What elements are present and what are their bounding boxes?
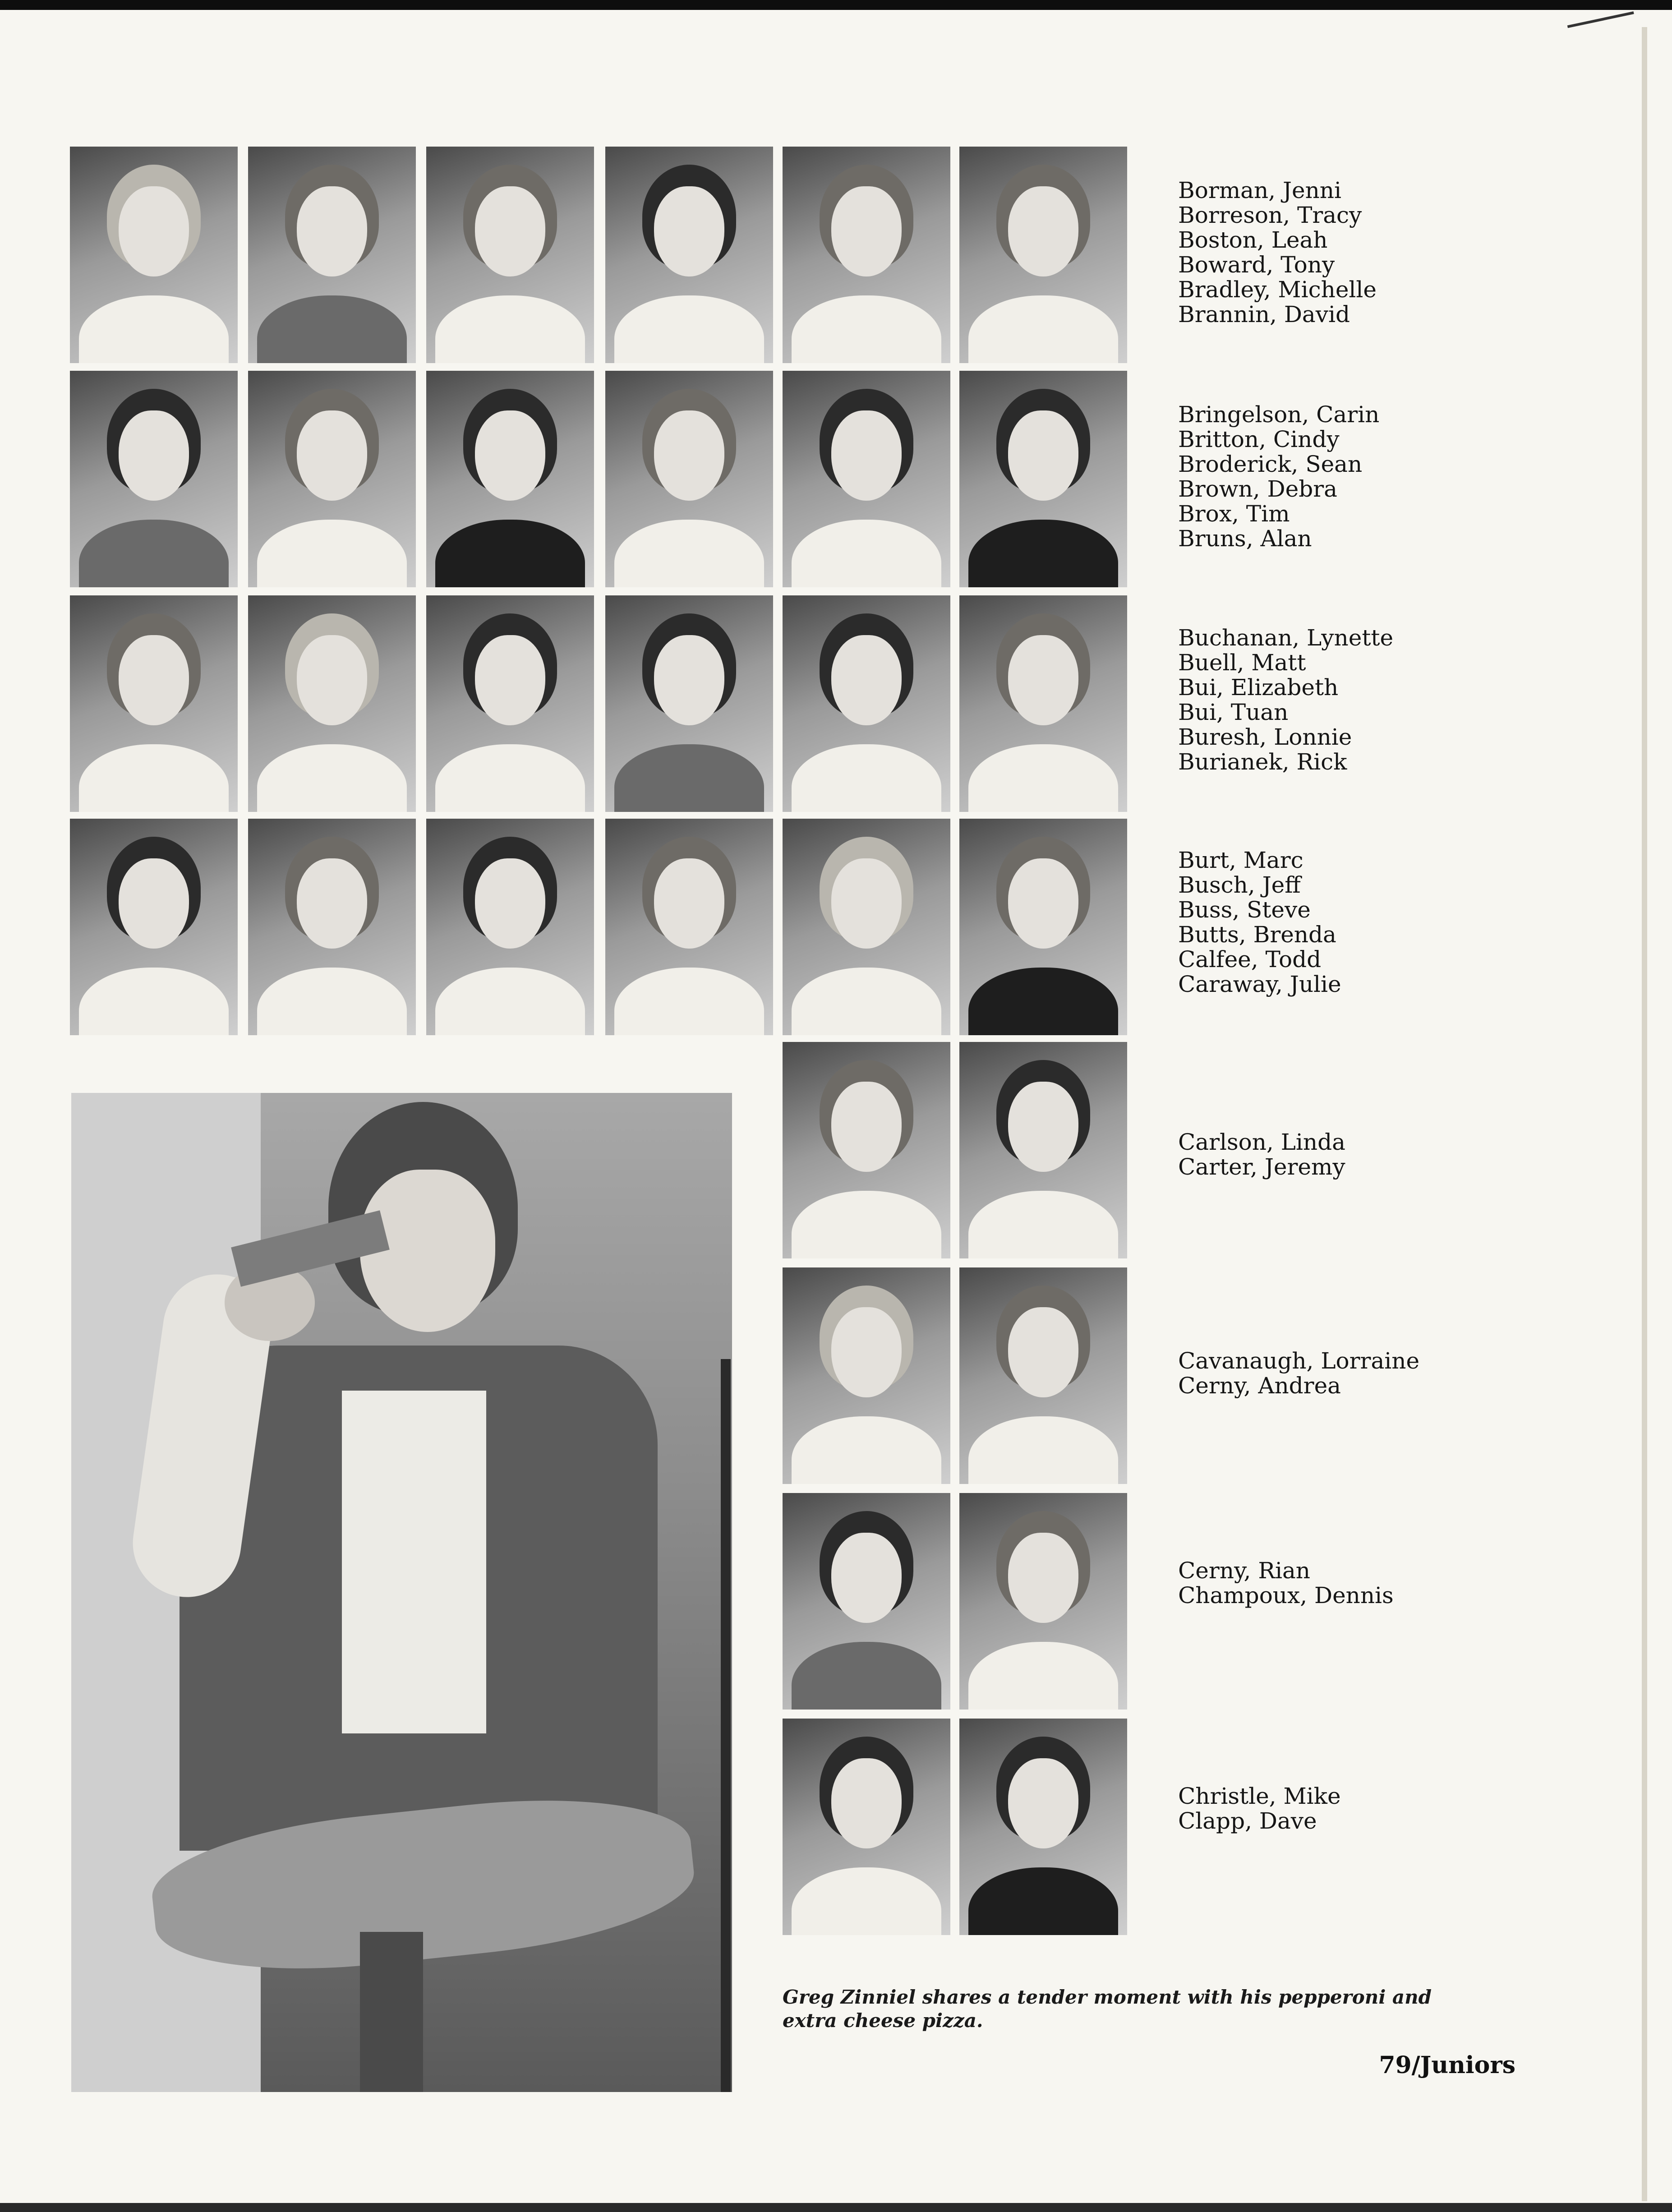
portrait-broderick-sean: [426, 371, 594, 587]
portrait-buchanan-lynette: [70, 595, 238, 812]
portrait-bringelson-carin: [70, 371, 238, 587]
portrait-burt-marc: [70, 819, 238, 1035]
names-row-6: [1178, 1349, 1494, 1398]
student-name: Caraway, Julie: [1178, 971, 1341, 997]
portrait-borreson-tracy: [248, 147, 416, 363]
names-row-3: [1178, 626, 1494, 774]
portrait-cavanaugh-lorraine: [783, 1267, 950, 1484]
photo-caption: Greg Zinniel shares a tender moment with his pepperoni and extra cheese pizza.: [783, 1986, 1432, 2032]
portrait-brannin-david: [959, 147, 1127, 363]
portrait-christle-mike: [783, 1719, 950, 1935]
portrait-britton-cindy: [248, 371, 416, 587]
student-name: Brannin, David: [1178, 301, 1350, 327]
portrait-calfee-todd: [783, 819, 950, 1035]
portrait-carlson-linda: [783, 1042, 950, 1258]
names-row-8: [1178, 1784, 1494, 1834]
student-name: Clapp, Dave: [1178, 1808, 1317, 1834]
binding-edge: [1642, 27, 1647, 2201]
student-name: Boward, Tony: [1178, 252, 1335, 278]
student-name: Buss, Steve: [1178, 897, 1311, 923]
names-row-7: [1178, 1558, 1494, 1608]
portrait-borman-jenni: [70, 147, 238, 363]
student-name: Burianek, Rick: [1178, 749, 1347, 775]
student-name: Borman, Jenni: [1178, 177, 1341, 203]
portrait-boston-leah: [426, 147, 594, 363]
student-name: Champoux, Dennis: [1178, 1582, 1394, 1608]
student-name: Christle, Mike: [1178, 1783, 1341, 1809]
student-name: Busch, Jeff: [1178, 872, 1301, 898]
page-bottom-edge: [0, 2203, 1672, 2212]
student-name: Buresh, Lonnie: [1178, 724, 1352, 750]
portrait-cerny-rian: [783, 1493, 950, 1710]
portrait-brown-debra: [605, 371, 773, 587]
student-name: Butts, Brenda: [1178, 922, 1336, 948]
student-name: Calfee, Todd: [1178, 946, 1322, 972]
portrait-caraway-julie: [959, 819, 1127, 1035]
page-folio: 79/Juniors: [1379, 2051, 1515, 2079]
portrait-bruns-alan: [959, 371, 1127, 587]
corner-mark: [1567, 11, 1640, 55]
student-name: Buchanan, Lynette: [1178, 625, 1394, 651]
portrait-carter-jeremy: [959, 1042, 1127, 1258]
portrait-bui-tuan: [605, 595, 773, 812]
portrait-clapp-dave: [959, 1719, 1127, 1935]
portrait-buell-matt: [248, 595, 416, 812]
student-name: Cerny, Rian: [1178, 1558, 1310, 1584]
student-name: Bui, Tuan: [1178, 699, 1289, 725]
portrait-champoux-dennis: [959, 1493, 1127, 1710]
student-name: Cerny, Andrea: [1178, 1373, 1341, 1399]
candid-photo: [71, 1093, 732, 2092]
portrait-busch-jeff: [248, 819, 416, 1035]
student-name: Brox, Tim: [1178, 501, 1290, 527]
student-name: Carlson, Linda: [1178, 1129, 1345, 1155]
student-name: Brown, Debra: [1178, 476, 1337, 502]
portrait-boward-tony: [605, 147, 773, 363]
student-name: Bruns, Alan: [1178, 525, 1312, 552]
student-name: Carter, Jeremy: [1178, 1154, 1345, 1180]
portrait-burianek-rick: [959, 595, 1127, 812]
page-top-edge: [0, 0, 1672, 10]
names-row-2: [1178, 402, 1494, 551]
student-name: Bui, Elizabeth: [1178, 674, 1339, 700]
portrait-bui-elizabeth: [426, 595, 594, 812]
portrait-buresh-lonnie: [783, 595, 950, 812]
names-row-5: [1178, 1130, 1494, 1180]
portrait-butts-brenda: [605, 819, 773, 1035]
student-name: Bringelson, Carin: [1178, 401, 1380, 428]
student-name: Britton, Cindy: [1178, 426, 1340, 452]
portrait-brox-tim: [783, 371, 950, 587]
student-name: Borreson, Tracy: [1178, 202, 1362, 228]
portrait-buss-steve: [426, 819, 594, 1035]
portrait-bradley-michelle: [783, 147, 950, 363]
student-name: Boston, Leah: [1178, 227, 1328, 253]
student-name: Burt, Marc: [1178, 847, 1304, 873]
student-name: Broderick, Sean: [1178, 451, 1363, 477]
names-row-4: [1178, 848, 1494, 997]
portrait-cerny-andrea: [959, 1267, 1127, 1484]
student-name: Buell, Matt: [1178, 650, 1306, 676]
student-name: Bradley, Michelle: [1178, 276, 1377, 303]
names-row-1: [1178, 178, 1494, 327]
student-name: Cavanaugh, Lorraine: [1178, 1348, 1420, 1374]
